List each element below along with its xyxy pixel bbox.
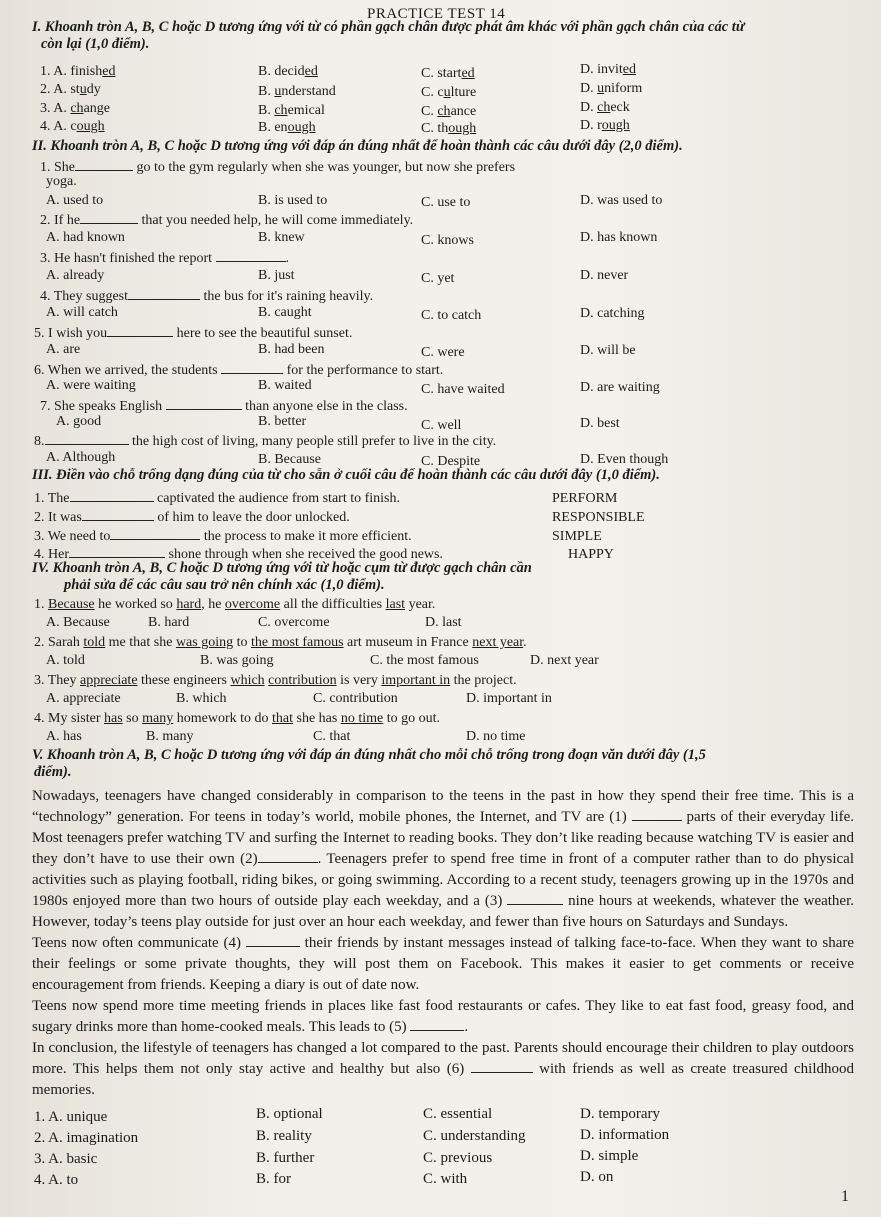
reading-passage <box>32 786 854 1101</box>
s5-q3-option-b[interactable]: B. further <box>256 1150 315 1166</box>
gap-4[interactable] <box>246 934 300 947</box>
s1-q4-option-c[interactable]: C. though <box>421 121 477 136</box>
section-2-instructions: II. Khoanh tròn A, B, C hoặc D tương ứng với đáp án đúng nhất để hoàn thành các câu dưới đây (2,0 điểm). <box>32 138 683 154</box>
s4-q1-option-b[interactable]: B. hard <box>148 615 190 630</box>
s1-q2-option-d[interactable]: D. uniform <box>580 81 643 96</box>
s4-q3-option-c[interactable]: C. contribution <box>313 691 398 706</box>
s1-q3-option-d[interactable]: D. check <box>580 100 630 115</box>
s2-q4-option-d[interactable]: D. catching <box>580 306 645 321</box>
s4-q4-stem: 4. My sister has so many homework to do that she has no time to go out. <box>34 711 440 726</box>
s2-q1-stem-cont: yoga. <box>46 174 77 189</box>
s2-q7-option-c[interactable]: C. well <box>421 418 462 433</box>
s2-q3-stem: 3. He hasn't finished the report . <box>40 251 290 266</box>
s2-q5-option-c[interactable]: C. were <box>421 345 465 360</box>
s4-q1-option-a[interactable]: A. Because <box>46 615 110 630</box>
s1-q2-option-b[interactable]: B. understand <box>258 84 336 99</box>
s4-q2-stem: 2. Sarah told me that she was going to the most famous art museum in France next year. <box>34 635 527 650</box>
s2-q4-option-a[interactable]: A. will catch <box>46 305 118 320</box>
s5-q2-option-c[interactable]: C. understanding <box>423 1128 526 1144</box>
section-5-instr-line1: V. Khoanh tròn A, B, C hoặc D tương ứng với đáp án đúng nhất cho mỗi chỗ trống trong đoạn văn dưới đây (1,5 <box>32 747 706 763</box>
s2-q6-option-a[interactable]: A. were waiting <box>46 378 136 393</box>
s2-q2-option-b[interactable]: B. knew <box>258 230 305 245</box>
s1-q1-option-b[interactable]: B. decided <box>258 64 318 79</box>
s4-q3-stem: 3. They appreciate these engineers which contribution is very important in the project. <box>34 673 517 688</box>
passage-paragraph-2: Teens now often communicate (4) their friends by instant messages instead of talking face-to-face. When they want to share their feelings or some private thoughts, they will post them on Facebook. This makes it easier to get comments or receive encouragement from friends. Keeping a diary is out of date now. <box>32 935 855 993</box>
s4-q2-option-d[interactable]: D. next year <box>530 653 599 668</box>
s4-q1-option-c[interactable]: C. overcome <box>258 615 330 630</box>
s2-q3-option-a[interactable]: A. already <box>46 268 105 283</box>
s2-q7-option-a[interactable]: A. good <box>56 414 102 429</box>
s1-q4-option-b[interactable]: B. enough <box>258 120 316 135</box>
s5-q4-option-d[interactable]: D. on <box>580 1169 614 1185</box>
s5-q4-option-a[interactable]: 4. A. to <box>34 1172 79 1188</box>
s4-q4-option-c[interactable]: C. that <box>313 729 351 744</box>
s2-q8-option-a[interactable]: A. Although <box>46 450 116 465</box>
passage-paragraph-1: Nowadays, teenagers have changed considerably in comparison to the teens in the past in how they spend their free time. This is a “technology” generation. For teens in today’s world, mobile phones, the Internet, and TV are (1) parts of their everyday life. Most teenagers prefer watching TV and surfing the Internet to reading books. They don’t like reading because watching TV is easier and they don’t have to use their own (2) . Teenagers prefer to spend free time in front of a computer rather than to do physical activities such as playing football, riding bikes, or going swimming. According to a recent study, teenagers growing up in the 1970s and 1980s enjoyed more than two hours of outside play each weekday, and a (3) nine hours at weekends, whatever the weather. However, today’s teens play outside for just over an hour each weekday, and fewer than five hours on Saturdays and Sundays. <box>32 788 855 930</box>
page-title: PRACTICE TEST 14 <box>367 6 506 22</box>
s2-q4-option-c[interactable]: C. to catch <box>421 308 482 323</box>
section-4-instr-line2: phải sửa để các câu sau trở nên chính xác (1,0 điểm). <box>64 577 385 593</box>
s5-q1-option-c[interactable]: C. essential <box>423 1106 493 1122</box>
section-4-instructions <box>32 560 532 594</box>
s5-q4-option-b[interactable]: B. for <box>256 1171 291 1187</box>
s1-q2-option-a[interactable]: 2. A. study <box>40 82 101 97</box>
s4-q1-option-d[interactable]: D. last <box>425 615 462 630</box>
s5-q3-option-c[interactable]: C. previous <box>423 1150 493 1166</box>
s2-q3-option-d[interactable]: D. never <box>580 268 629 283</box>
passage-paragraph-4: In conclusion, the lifestyle of teenagers has changed a lot compared to the past. Parents should encourage their children to play outdoors more. This helps them not only stay active and healthy but also (6) with friends as well as create treasured childhood memories. <box>32 1040 855 1098</box>
gap-2[interactable] <box>258 850 318 863</box>
s3-q2-stem: 2. It was of him to leave the door unlocked. <box>34 510 350 525</box>
page-number: 1 <box>841 1188 849 1205</box>
s3-q3-word: SIMPLE <box>552 529 602 544</box>
gap-6[interactable] <box>471 1060 533 1073</box>
s2-q7-option-b[interactable]: B. better <box>258 414 307 429</box>
section-1-instr-line1: I. Khoanh tròn A, B, C hoặc D tương ứng với từ có phần gạch chân được phát âm khác với phần gạch chân của các từ <box>32 19 745 35</box>
s2-q5-option-a[interactable]: A. are <box>46 342 81 357</box>
s4-q3-option-a[interactable]: A. appreciate <box>46 691 121 706</box>
s1-q1-option-a[interactable]: 1. A. finished <box>40 64 116 79</box>
s3-q4-stem: 4. Her shone through when she received the good news. <box>34 547 443 562</box>
s4-q4-option-d[interactable]: D. no time <box>466 729 526 744</box>
gap-5[interactable] <box>410 1018 464 1031</box>
s2-q4-stem: 4. They suggest the bus for it's raining heavily. <box>40 289 374 304</box>
s5-q1-option-d[interactable]: D. temporary <box>580 1106 660 1122</box>
s2-q1-option-d[interactable]: D. was used to <box>580 193 663 208</box>
s1-q2-option-c[interactable]: C. culture <box>421 85 477 100</box>
s2-q2-stem: 2. If he that you needed help, he will come immediately. <box>40 213 414 228</box>
s2-q2-option-d[interactable]: D. has known <box>580 230 658 245</box>
s4-q4-option-a[interactable]: A. has <box>46 729 82 744</box>
s4-q1-stem: 1. Because he worked so hard, he overcome all the difficulties last year. <box>34 597 436 612</box>
s3-q2-word: RESPONSIBLE <box>552 510 645 525</box>
section-4-instr-line1: IV. Khoanh tròn A, B, C hoặc D tương ứng với từ hoặc cụm từ được gạch chân cần <box>32 560 532 576</box>
s1-q1-option-c[interactable]: C. started <box>421 66 475 81</box>
s2-q7-stem: 7. She speaks English than anyone else in the class. <box>40 399 408 414</box>
s2-q2-option-c[interactable]: C. knows <box>421 233 474 248</box>
s2-q8-option-d[interactable]: D. Even though <box>580 452 669 467</box>
s1-q3-option-c[interactable]: C. chance <box>421 104 477 119</box>
s2-q4-option-b[interactable]: B. caught <box>258 305 312 320</box>
s2-q6-option-c[interactable]: C. have waited <box>421 382 505 397</box>
s2-q5-option-b[interactable]: B. had been <box>258 342 325 357</box>
s3-q3-stem: 3. We need to the process to make it more efficient. <box>34 529 412 544</box>
section-5-instr-line2: điểm). <box>34 764 72 780</box>
s2-q8-stem: 8. the high cost of living, many people still prefer to live in the city. <box>34 434 497 449</box>
s3-q4-word: HAPPY <box>568 547 614 562</box>
s4-q2-option-a[interactable]: A. told <box>46 653 85 668</box>
s2-q7-option-d[interactable]: D. best <box>580 416 620 431</box>
s5-q1-option-a[interactable]: 1. A. unique <box>34 1109 108 1125</box>
section-3-instructions: III. Điền vào chỗ trống dạng đúng của từ cho sẵn ở cuối câu để hoàn thành các câu dưới đây (1,0 điểm). <box>32 467 660 483</box>
gap-1[interactable] <box>632 808 682 821</box>
s1-q4-option-d[interactable]: D. rough <box>580 118 630 133</box>
s2-q1-option-b[interactable]: B. is used to <box>258 193 328 208</box>
s5-q1-option-b[interactable]: B. optional <box>256 1106 323 1122</box>
s1-q3-option-b[interactable]: B. chemical <box>258 103 325 118</box>
s5-q2-option-b[interactable]: B. reality <box>256 1128 312 1144</box>
s2-q5-stem: 5. I wish you here to see the beautiful sunset. <box>34 326 353 341</box>
s2-q6-option-d[interactable]: D. are waiting <box>580 380 660 395</box>
s1-q4-option-a[interactable]: 4. A. cough <box>40 119 105 134</box>
s2-q2-option-a[interactable]: A. had known <box>46 230 125 245</box>
s2-q8-option-c[interactable]: C. Despite <box>421 454 481 469</box>
s5-q4-option-c[interactable]: C. with <box>423 1171 468 1187</box>
section-1-instructions <box>32 19 745 53</box>
s4-q4-option-b[interactable]: B. many <box>146 729 194 744</box>
s4-q3-option-b[interactable]: B. which <box>176 691 227 706</box>
s3-q1-stem: 1. The captivated the audience from start to finish. <box>34 491 400 506</box>
s5-q3-option-d[interactable]: D. simple <box>580 1148 639 1164</box>
s1-q3-option-a[interactable]: 3. A. change <box>40 101 110 116</box>
s5-q3-option-a[interactable]: 3. A. basic <box>34 1151 98 1167</box>
s2-q1-option-a[interactable]: A. used to <box>46 193 104 208</box>
s2-q5-option-d[interactable]: D. will be <box>580 343 636 358</box>
s2-q1-option-c[interactable]: C. use to <box>421 195 471 210</box>
section-5-instructions <box>32 747 706 781</box>
section-1-instr-line2: còn lại (1,0 điểm). <box>41 36 150 52</box>
s4-q2-option-b[interactable]: B. was going <box>200 653 274 668</box>
gap-3[interactable] <box>507 892 563 905</box>
s2-q8-option-b[interactable]: B. Because <box>258 452 321 467</box>
s4-q2-option-c[interactable]: C. the most famous <box>370 653 479 668</box>
s3-q1-word: PERFORM <box>552 491 618 506</box>
passage-paragraph-3: Teens now spend more time meeting friends in places like fast food restaurants or cafes. They like to eat fast food, greasy food, and sugary drinks more than home-cooked meals. This leads to (5) . <box>32 998 854 1035</box>
s1-q1-option-d[interactable]: D. invited <box>580 62 636 77</box>
s4-q3-option-d[interactable]: D. important in <box>466 691 552 706</box>
s5-q2-option-d[interactable]: D. information <box>580 1127 670 1143</box>
s2-q6-stem: 6. When we arrived, the students for the performance to start. <box>34 363 444 378</box>
s2-q3-option-c[interactable]: C. yet <box>421 271 455 286</box>
s2-q1-stem: 1. She go to the gym regularly when she was younger, but now she prefers <box>40 160 516 175</box>
s2-q3-option-b[interactable]: B. just <box>258 268 295 283</box>
s5-q2-option-a[interactable]: 2. A. imagination <box>34 1130 139 1146</box>
s2-q6-option-b[interactable]: B. waited <box>258 378 312 393</box>
